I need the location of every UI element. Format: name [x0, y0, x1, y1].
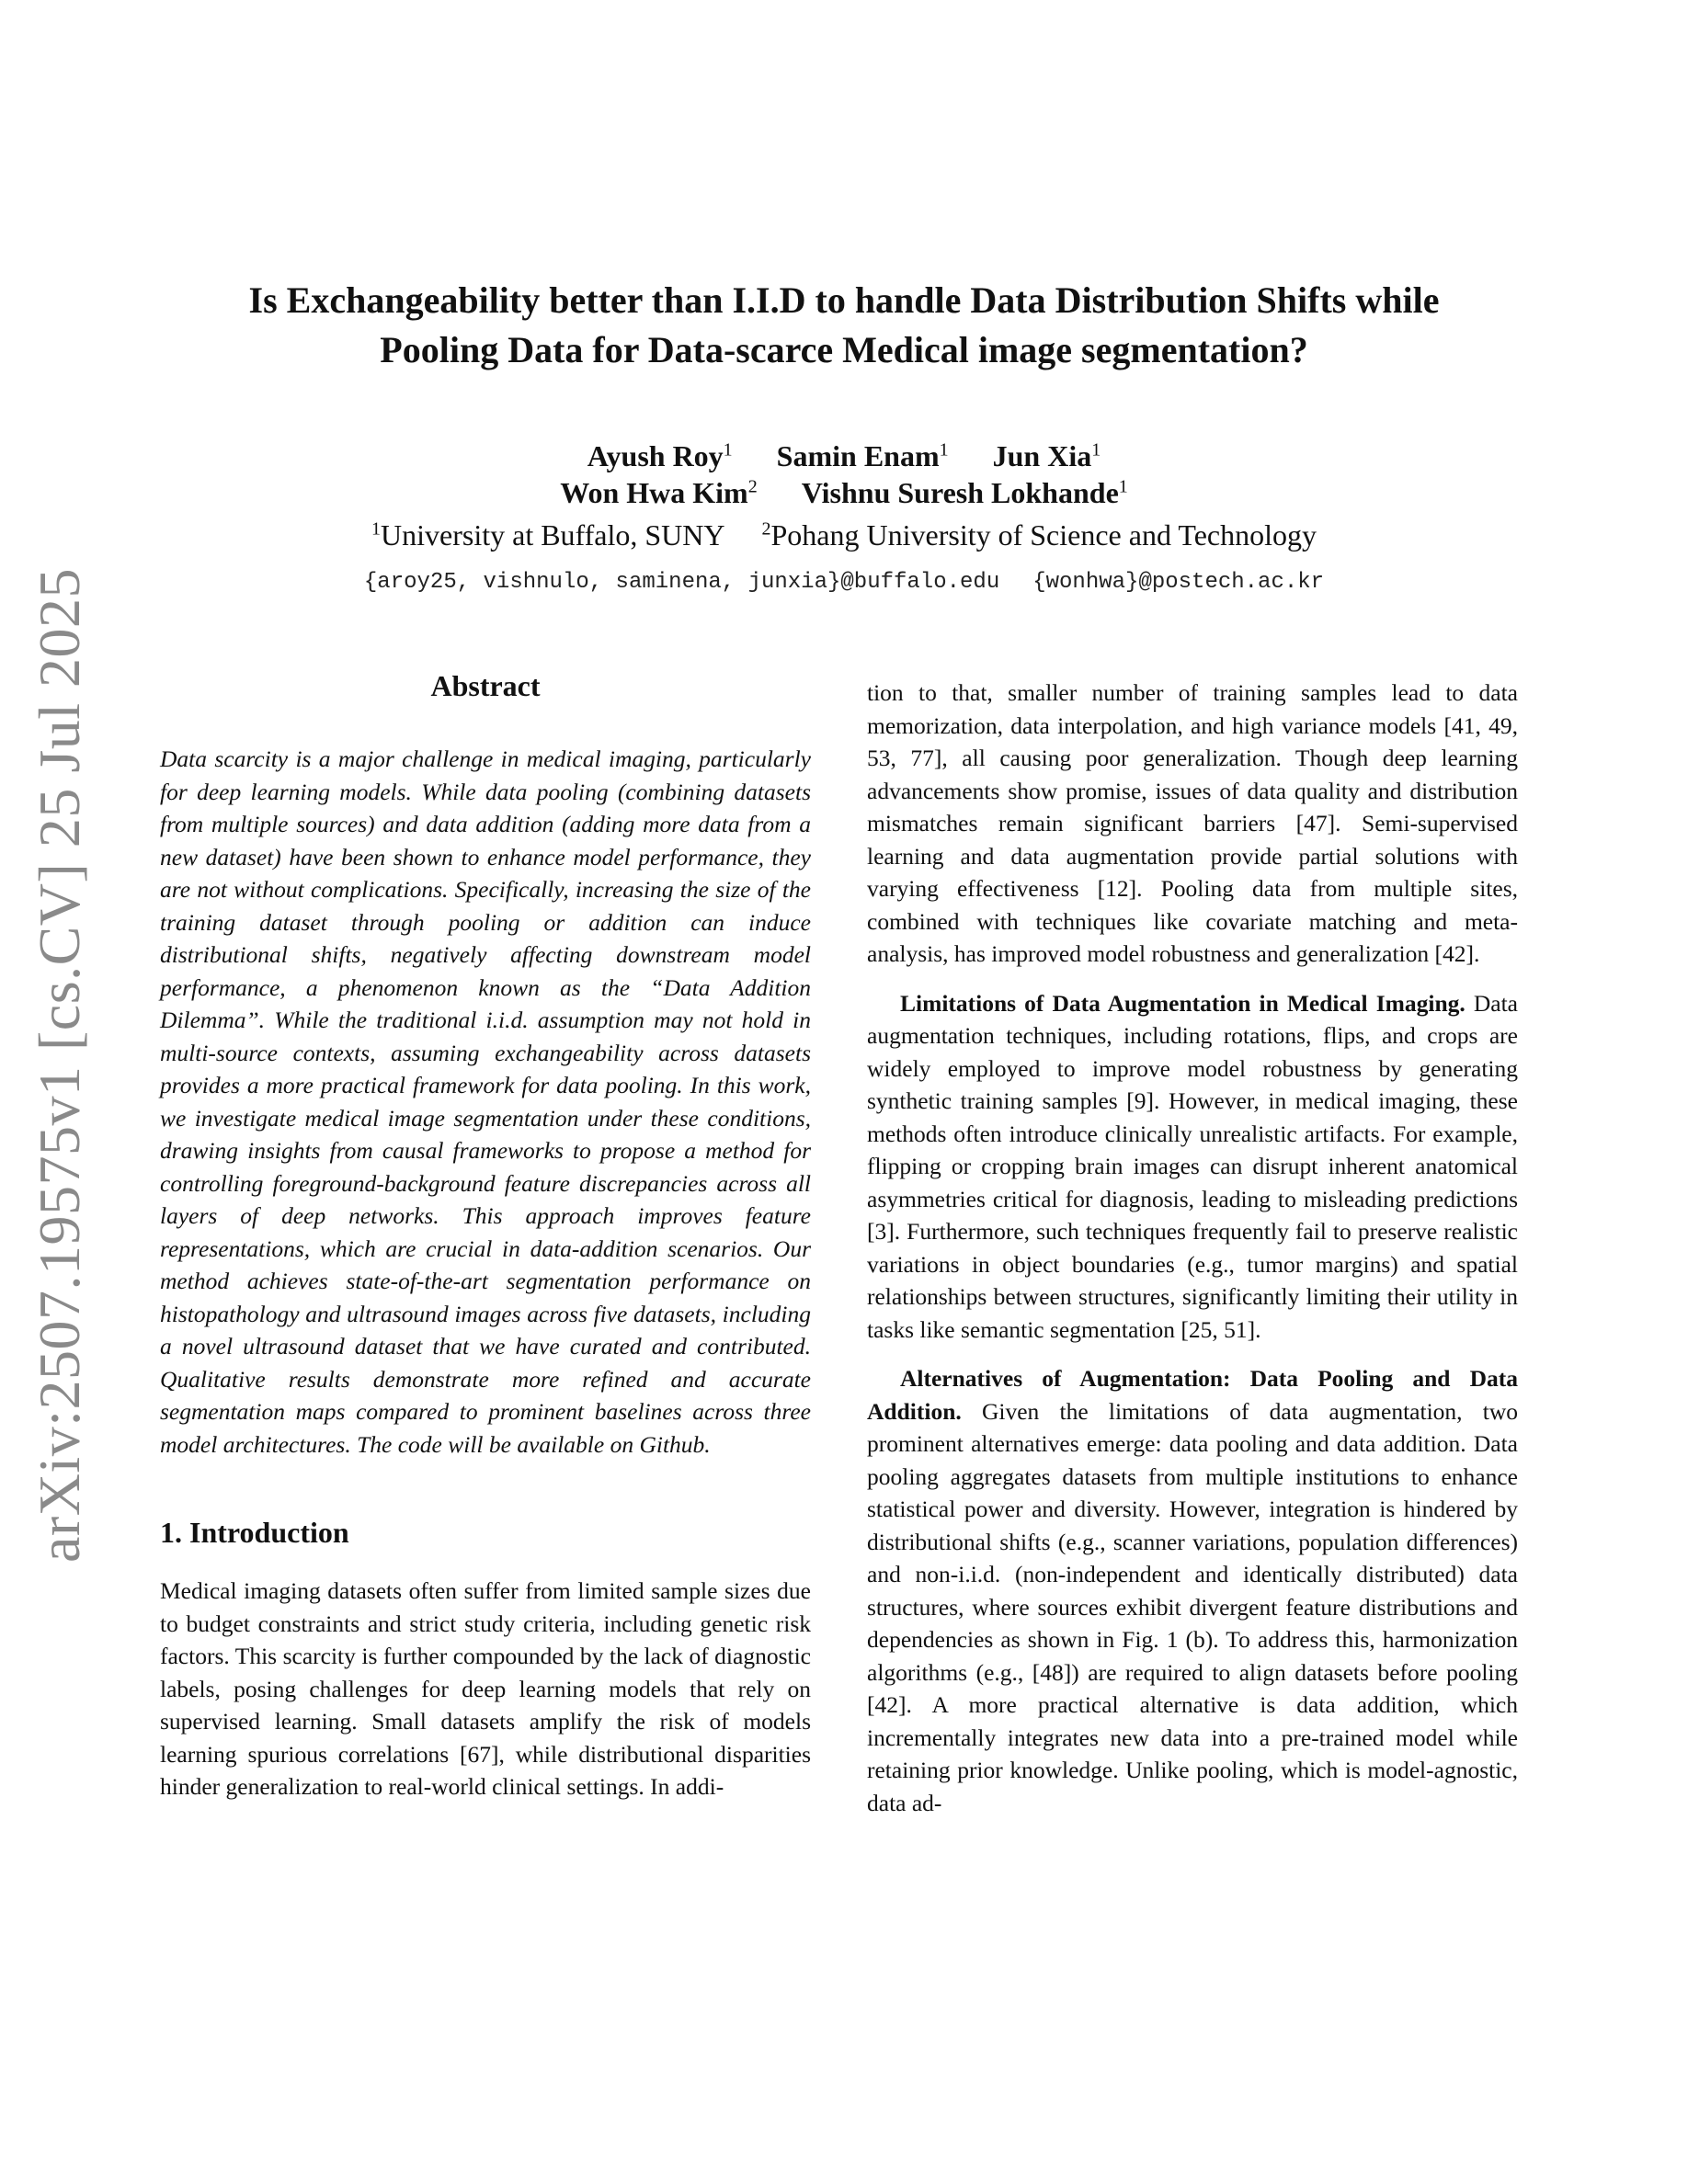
left-column — [160, 667, 811, 1803]
author-name: Won Hwa Kim — [560, 476, 748, 509]
section-heading-introduction: 1. Introduction — [160, 1516, 349, 1549]
author-name: Samin Enam — [776, 439, 940, 472]
affiliation-name: Pohang University of Science and Technology — [770, 518, 1317, 552]
affiliation-mark: 2 — [761, 518, 771, 540]
author-affiliation-mark: 1 — [1118, 476, 1128, 497]
affiliation-mark: 1 — [371, 518, 382, 540]
affiliation-name: University at Buffalo, SUNY — [381, 518, 725, 552]
abstract-heading: Abstract — [430, 669, 541, 702]
author-affiliation-mark: 2 — [747, 476, 758, 497]
intro-paragraph-1-continued: tion to that, smaller number of training samples lead to data memorization, data interpolation, and high variance models [41, 49, 53, 77], all causing poor generalization. Though deep learning advancements show promise, issues of data quality and distribution mismatches remain significant barriers [47]. Semi-supervised learning and data augmentation provide partial solutions with varying effectiveness [12]. Pooling data from multiple sites, combined with techniques like covariate matching and meta-analysis, has improved model robustness and generalization [42]. — [867, 679, 1518, 967]
author — [802, 474, 1128, 511]
author — [993, 438, 1101, 474]
email-list — [138, 568, 1550, 597]
email-postech: {wonhwa}@postech.ac.kr — [1032, 570, 1325, 595]
runin-heading-alternatives: Alternatives of Augmentation: Data Pooling and Data Addition. — [867, 1365, 1518, 1425]
limitations-text: Data augmentation techniques, including rotations, flips, and crops are widely employed to improve model robustness by generating synthetic training samples [9]. However, in medical imaging, these methods often introduce clinically unrealistic artifacts. For example, flipping or cropping brain images can disrupt inherent anatomical asymmetries critical for diagnosis, leading to misleading predictions [3]. Furthermore, such techniques frequently fail to preserve realistic variations in object boundaries (e.g., tumor margins) and spatial relationships between structures, significantly limiting their utility in tasks like semantic segmentation [25, 51]. — [867, 989, 1518, 1343]
right-column — [867, 677, 1518, 1819]
author-row-2 — [138, 474, 1550, 511]
author — [777, 438, 949, 474]
affiliation-list — [138, 517, 1550, 553]
arxiv-identifier-stamp: arXiv:2507.19575v1 [cs.CV] 25 Jul 2025 — [27, 567, 92, 1563]
intro-paragraph-1: Medical imaging datasets often suffer from limited sample sizes due to budget constraints and strict study criteria, including genetic risk factors. This scarcity is further compounded by the lack of diagnostic labels, posing challenges for deep learning models that rely on supervised learning. Small datasets amplify the risk of models learning spurious correlations [67], while distributional disparities hinder generalization to real-world clinical settings. In addi- — [160, 1577, 811, 1800]
runin-heading-limitations: Limitations of Data Augmentation in Medical Imaging. — [900, 989, 1466, 1017]
author — [560, 474, 757, 511]
author-affiliation-mark: 1 — [1091, 439, 1101, 461]
paragraph-alternatives — [867, 1362, 1518, 1819]
author-name: Jun Xia — [992, 439, 1092, 472]
email-buffalo: {aroy25, vishnulo, saminena, junxia}@buffalo.edu — [363, 570, 1000, 595]
abstract-text: Data scarcity is a major challenge in medical imaging, particularly for deep learning models. While data pooling (combining datasets from multiple sources) and data addition (adding more data from a new dataset) have been shown to enhance model performance, they are not without complications. Specifically, increasing the size of the training dataset through pooling or addition can induce distributional shifts, negatively affecting downstream model performance, a phenomenon known as the “Data Addition Dilemma”. While the traditional i.i.d. assumption may not hold in multi-source contexts, assuming exchangeability across datasets provides a more practical framework for data pooling. In this work, we investigate medical image segmentation under these conditions, drawing insights from causal frameworks to propose a method for controlling foreground-background feature discrepancies across all layers of deep networks. This approach improves feature representations, which are crucial in data-addition scenarios. Our method achieves state-of-the-art segmentation performance on histopathology and ultrasound images across five datasets, including a novel ultrasound dataset that we have curated and contributed. Qualitative results demonstrate more refined and accurate segmentation maps compared to prominent baselines across three model architectures. The code will be available on Github. — [160, 745, 811, 1458]
author-name: Ayush Roy — [587, 439, 724, 472]
paper-title — [138, 276, 1550, 375]
author-list — [138, 438, 1550, 511]
author-affiliation-mark: 1 — [939, 439, 949, 461]
affiliation — [762, 517, 1317, 553]
author-name: Vishnu Suresh Lokhande — [801, 476, 1119, 509]
title-line-1: Is Exchangeability better than I.I.D to handle Data Distribution Shifts while — [248, 279, 1440, 321]
author-affiliation-mark: 1 — [723, 439, 733, 461]
affiliation — [371, 517, 724, 553]
paragraph-limitations — [867, 987, 1518, 1347]
author — [587, 438, 733, 474]
alternatives-text: Given the limitations of data augmentation, two prominent alternatives emerge: data pooling and data addition. Data pooling aggregates datasets from multiple institutions to enhance statistical power and diversity. However, integration is hindered by distributional shifts (e.g., scanner variations, population differences) and non-i.i.d. (non-independent and identically distributed) data structures, where sources exhibit divergent feature distributions and dependencies as shown in Fig. 1 (b). To address this, harmonization algorithms (e.g., [48]) are required to align datasets before pooling [42]. A more practical alternative is data addition, which incrementally integrates new data into a pre-trained model while retaining prior knowledge. Unlike pooling, which is model-agnostic, data ad- — [867, 1397, 1519, 1816]
title-line-2: Pooling Data for Data-scarce Medical image segmentation? — [380, 329, 1308, 370]
author-row-1 — [138, 438, 1550, 474]
